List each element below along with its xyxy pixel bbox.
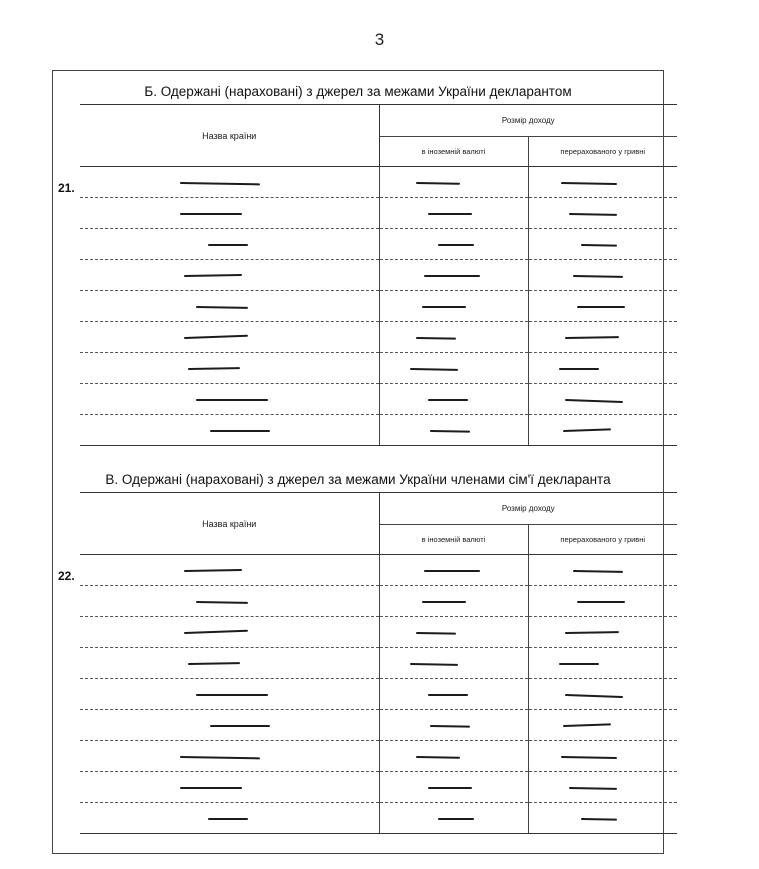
country-cell — [80, 322, 379, 353]
handwritten-redaction-mark — [438, 818, 474, 820]
handwritten-redaction-mark — [422, 601, 466, 603]
handwritten-redaction-mark — [438, 244, 474, 246]
handwritten-redaction-mark — [424, 570, 480, 572]
country-cell — [80, 803, 379, 834]
country-cell — [80, 648, 379, 679]
foreign-currency-cell — [379, 229, 528, 260]
country-cell — [80, 586, 379, 617]
converted-uah-cell — [528, 803, 677, 834]
table-row — [80, 741, 677, 772]
converted-uah-cell — [528, 679, 677, 710]
table-row — [80, 415, 677, 446]
foreign-currency-cell — [379, 198, 528, 229]
handwritten-redaction-mark — [180, 787, 242, 789]
handwritten-redaction-mark — [196, 694, 268, 696]
foreign-currency-cell — [379, 384, 528, 415]
handwritten-redaction-mark — [208, 818, 248, 820]
header-foreign-currency: в іноземній валюті — [379, 525, 528, 555]
section-v-title: В. Одержані (нараховані) з джерел за межами України членами сім'ї декларанта — [105, 472, 611, 487]
converted-uah-cell — [528, 648, 677, 679]
handwritten-redaction-mark — [184, 274, 242, 277]
table-row — [80, 679, 677, 710]
country-cell — [80, 710, 379, 741]
foreign-currency-cell — [379, 617, 528, 648]
foreign-currency-cell — [379, 555, 528, 586]
foreign-currency-cell — [379, 291, 528, 322]
foreign-currency-cell — [379, 803, 528, 834]
converted-uah-cell — [528, 322, 677, 353]
handwritten-redaction-mark — [428, 213, 472, 215]
handwritten-redaction-mark — [196, 601, 248, 604]
table-row — [80, 803, 677, 834]
handwritten-redaction-mark — [560, 182, 616, 185]
handwritten-redaction-mark — [409, 663, 457, 666]
handwritten-redaction-mark — [577, 306, 625, 308]
country-cell — [80, 353, 379, 384]
country-cell — [80, 741, 379, 772]
table-row — [80, 229, 677, 260]
handwritten-redaction-mark — [184, 630, 248, 634]
header-country-name: Назва країни — [80, 105, 379, 167]
country-cell — [80, 260, 379, 291]
converted-uah-cell — [528, 198, 677, 229]
handwritten-redaction-mark — [196, 306, 248, 309]
country-cell — [80, 772, 379, 803]
header-converted-uah: перерахованого у гривні — [528, 137, 677, 167]
header-income-size: Розмір доходу — [379, 493, 677, 525]
converted-uah-cell — [528, 555, 677, 586]
country-cell — [80, 291, 379, 322]
country-cell — [80, 167, 379, 198]
foreign-currency-cell — [379, 741, 528, 772]
header-foreign-currency: в іноземній валюті — [379, 137, 528, 167]
foreign-currency-cell — [379, 322, 528, 353]
handwritten-redaction-mark — [422, 306, 466, 308]
table-row — [80, 260, 677, 291]
converted-uah-cell — [528, 353, 677, 384]
converted-uah-cell — [528, 710, 677, 741]
country-cell — [80, 555, 379, 586]
handwritten-redaction-mark — [559, 663, 599, 665]
section-b-title: Б. Одержані (нараховані) з джерел за межами України декларантом — [144, 84, 572, 99]
handwritten-redaction-mark — [415, 756, 459, 759]
table-row — [80, 322, 677, 353]
foreign-currency-cell — [379, 772, 528, 803]
foreign-currency-cell — [379, 260, 528, 291]
handwritten-redaction-mark — [180, 182, 260, 185]
handwritten-redaction-mark — [562, 428, 610, 432]
converted-uah-cell — [528, 586, 677, 617]
handwritten-redaction-mark — [196, 399, 268, 401]
handwritten-redaction-mark — [180, 213, 242, 215]
handwritten-redaction-mark — [568, 213, 616, 216]
header-converted-uah: перерахованого у гривні — [528, 525, 677, 555]
converted-uah-cell — [528, 229, 677, 260]
foreign-currency-cell — [379, 586, 528, 617]
handwritten-redaction-mark — [564, 336, 618, 339]
handwritten-redaction-mark — [428, 694, 468, 696]
country-cell — [80, 679, 379, 710]
handwritten-redaction-mark — [188, 367, 240, 370]
handwritten-redaction-mark — [580, 818, 616, 821]
handwritten-redaction-mark — [428, 399, 468, 401]
table-row — [80, 648, 677, 679]
country-cell — [80, 229, 379, 260]
handwritten-redaction-mark — [580, 244, 616, 247]
converted-uah-cell — [528, 741, 677, 772]
converted-uah-cell — [528, 384, 677, 415]
page-number: 3 — [374, 30, 385, 49]
section-v-row-number: 22. — [58, 569, 75, 583]
handwritten-redaction-mark — [429, 725, 469, 728]
converted-uah-cell — [528, 260, 677, 291]
handwritten-redaction-mark — [415, 632, 455, 635]
header-country-name: Назва країни — [80, 493, 379, 555]
handwritten-redaction-mark — [572, 570, 622, 573]
handwritten-redaction-mark — [577, 601, 625, 603]
converted-uah-cell — [528, 291, 677, 322]
country-cell — [80, 415, 379, 446]
table-row — [80, 617, 677, 648]
handwritten-redaction-mark — [564, 399, 622, 403]
table-row — [80, 353, 677, 384]
table-row — [80, 291, 677, 322]
handwritten-redaction-mark — [559, 368, 599, 370]
section-v-table — [80, 492, 677, 834]
handwritten-redaction-mark — [210, 430, 270, 432]
section-b-table — [80, 104, 677, 446]
handwritten-redaction-mark — [564, 694, 622, 698]
converted-uah-cell — [528, 415, 677, 446]
handwritten-redaction-mark — [428, 787, 472, 789]
foreign-currency-cell — [379, 648, 528, 679]
handwritten-redaction-mark — [184, 569, 242, 572]
header-income-size: Розмір доходу — [379, 105, 677, 137]
handwritten-redaction-mark — [184, 335, 248, 339]
country-cell — [80, 384, 379, 415]
converted-uah-cell — [528, 167, 677, 198]
foreign-currency-cell — [379, 415, 528, 446]
table-row — [80, 772, 677, 803]
foreign-currency-cell — [379, 167, 528, 198]
country-cell — [80, 198, 379, 229]
handwritten-redaction-mark — [429, 430, 469, 433]
table-row — [80, 710, 677, 741]
section-b-row-number: 21. — [58, 181, 75, 195]
table-row — [80, 555, 677, 586]
handwritten-redaction-mark — [188, 662, 240, 665]
handwritten-redaction-mark — [208, 244, 248, 246]
handwritten-redaction-mark — [562, 723, 610, 727]
table-row — [80, 198, 677, 229]
handwritten-redaction-mark — [572, 275, 622, 278]
foreign-currency-cell — [379, 353, 528, 384]
handwritten-redaction-mark — [180, 756, 260, 759]
converted-uah-cell — [528, 772, 677, 803]
handwritten-redaction-mark — [409, 368, 457, 371]
foreign-currency-cell — [379, 710, 528, 741]
handwritten-redaction-mark — [564, 631, 618, 634]
table-row — [80, 384, 677, 415]
handwritten-redaction-mark — [210, 725, 270, 727]
handwritten-redaction-mark — [415, 337, 455, 340]
table-row — [80, 167, 677, 198]
handwritten-redaction-mark — [424, 275, 480, 277]
country-cell — [80, 617, 379, 648]
handwritten-redaction-mark — [560, 756, 616, 759]
converted-uah-cell — [528, 617, 677, 648]
handwritten-redaction-mark — [415, 182, 459, 185]
table-row — [80, 586, 677, 617]
handwritten-redaction-mark — [568, 787, 616, 790]
foreign-currency-cell — [379, 679, 528, 710]
